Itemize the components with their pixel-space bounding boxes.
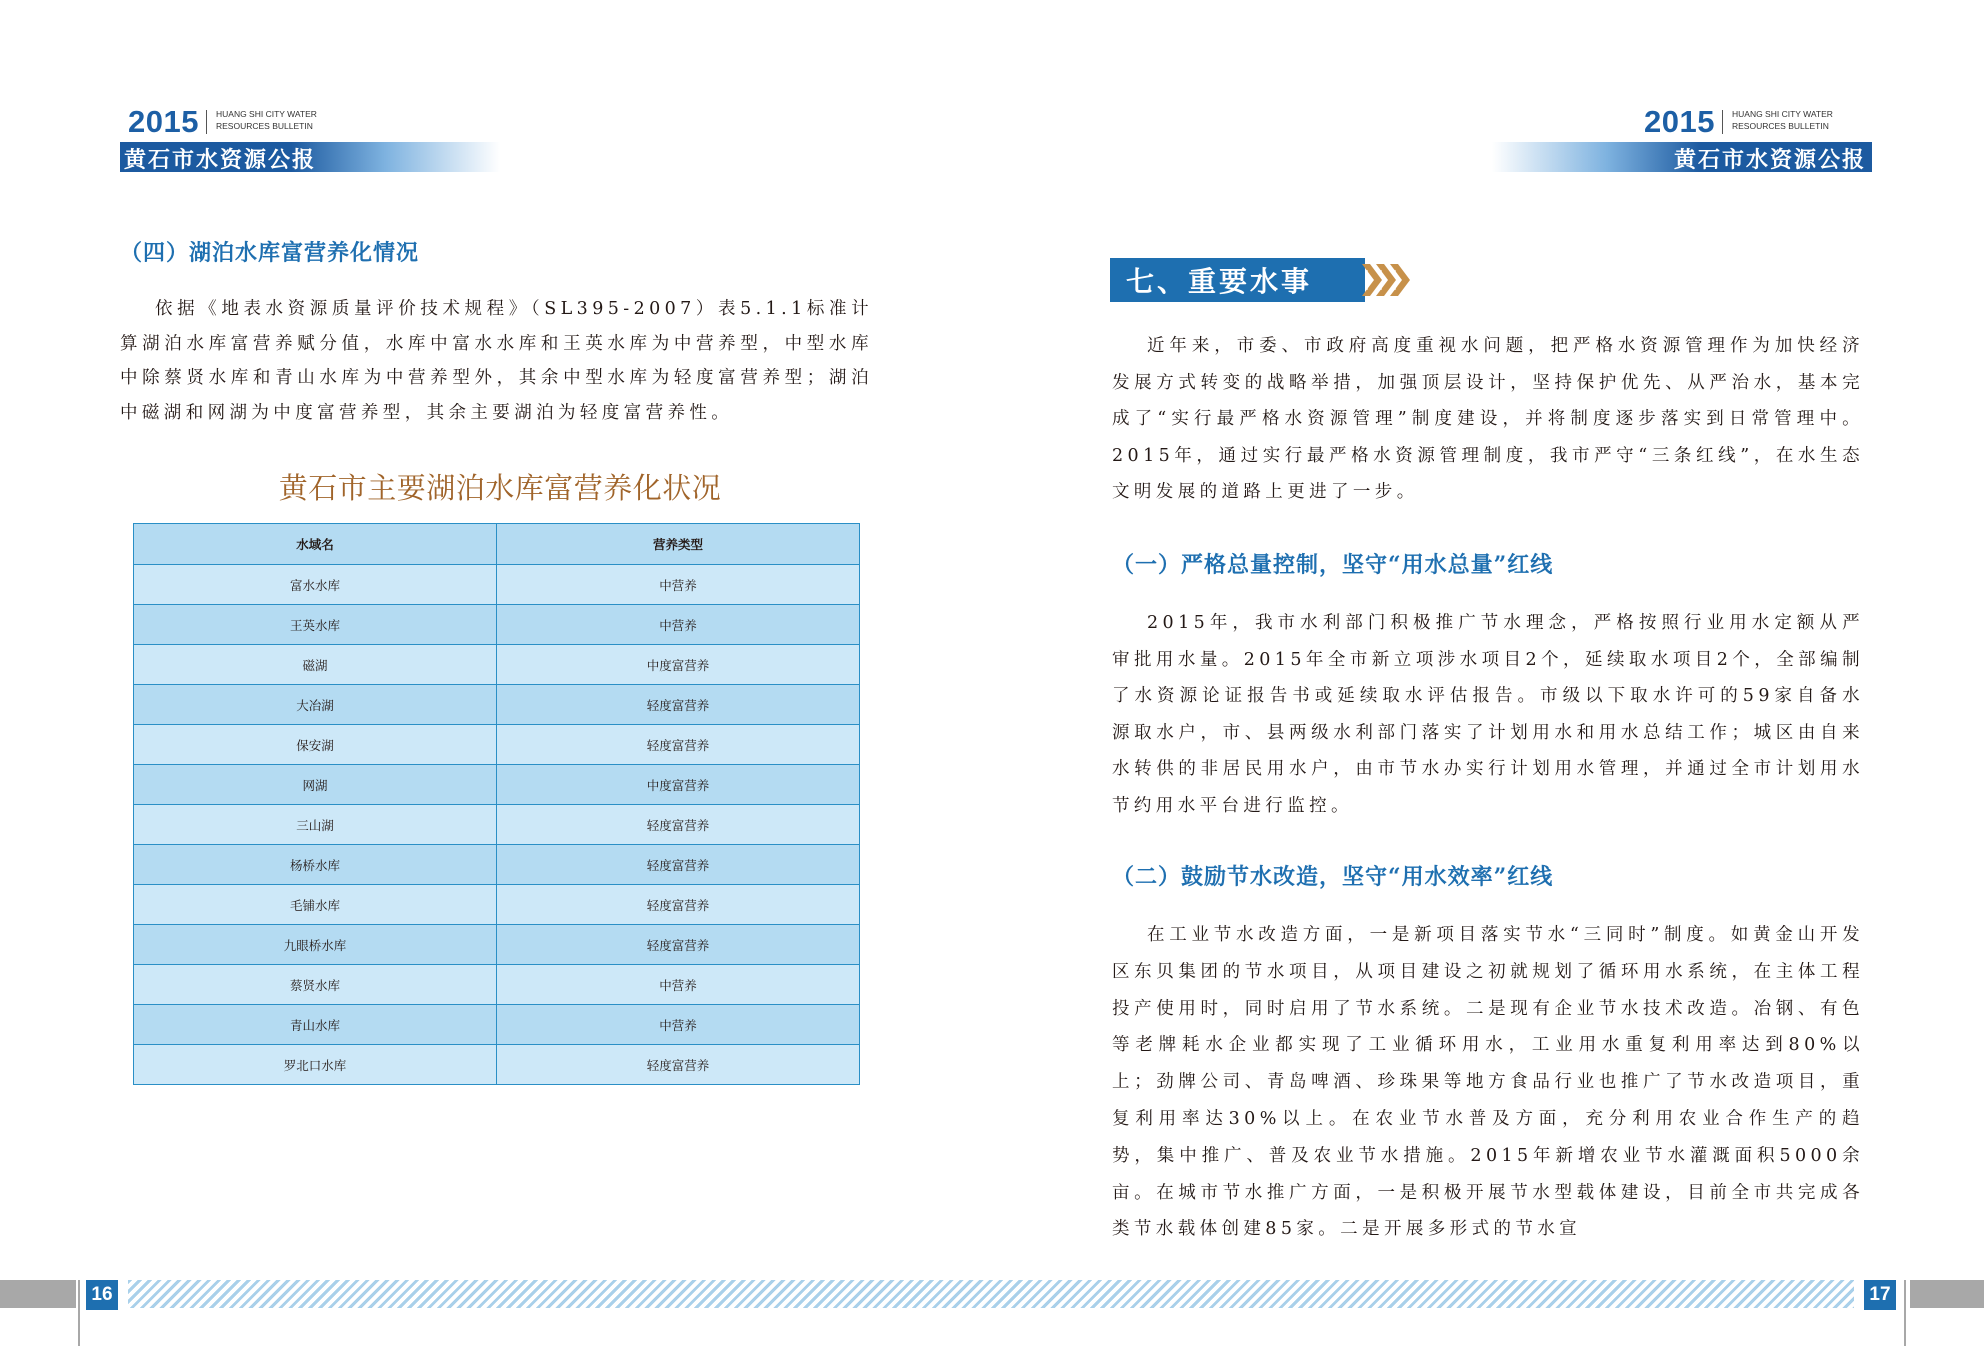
cell-water-body: 蔡贤水库 xyxy=(134,965,497,1005)
cell-nutrient-type: 轻度富营养 xyxy=(497,845,860,885)
table-row xyxy=(134,565,860,605)
cell-nutrient-type: 轻度富营养 xyxy=(497,685,860,725)
section-title: 七、重要水事 xyxy=(1126,265,1313,298)
table-title: 黄石市主要湖泊水库富营养化状况 xyxy=(278,471,722,505)
total-control-paragraph xyxy=(1112,605,1864,825)
footer-stripe xyxy=(128,1280,1854,1308)
total-control-text: 2015年，我市水利部门积极推广节水理念，严格按照行业用水定额从严审批用水量。2015年全市新立项涉水项目2个，延续取水项目2个，全部编制了水资源论证报告书或延续取水评估报告。市级以下取水许可的59家自备水源取水户，市、县两级水利部门落实了计划用水和用水总结工作；城区由自来水转供的非居民用水户，由市节水办实行计划用水管理，并通过全市计划用水节约用水平台进行监控。 xyxy=(1112,613,1864,816)
table-row xyxy=(134,645,860,685)
cell-water-body: 网湖 xyxy=(134,765,497,805)
cell-water-body: 青山水库 xyxy=(134,1005,497,1045)
header-en-line1: HUANG SHI CITY WATER xyxy=(216,109,317,119)
footer-grey-block-right xyxy=(1910,1280,1984,1308)
header-en-line2: RESOURCES BULLETIN xyxy=(216,121,313,131)
cell-water-body: 磁湖 xyxy=(134,645,497,685)
eutrophication-paragraph xyxy=(120,292,873,430)
header-english-title xyxy=(1732,108,1833,132)
eutrophication-text: 依据《地表水资源质量评价技术规程》（SL395-2007）表5.1.1标准计算湖泊水库富营养赋分值，水库中富水水库和王英水库为中营养型，中型水库中除蔡贤水库和青山水库为中营养型外，其余中型水库为轻度富营养型；湖泊中磁湖和网湖为中度富营养型，其余主要湖泊为轻度富营养性。 xyxy=(120,299,873,423)
table-row xyxy=(134,725,860,765)
table-header-row xyxy=(134,524,860,565)
table-row xyxy=(134,1005,860,1045)
header-divider xyxy=(206,110,207,134)
table-row xyxy=(134,965,860,1005)
cell-water-body: 毛铺水库 xyxy=(134,885,497,925)
table-row xyxy=(134,845,860,885)
cell-nutrient-type: 中度富营养 xyxy=(497,765,860,805)
cell-water-body: 大冶湖 xyxy=(134,685,497,725)
column-header-water-body: 水域名 xyxy=(134,524,497,565)
header-title-bar xyxy=(120,142,500,172)
table-row xyxy=(134,925,860,965)
cell-nutrient-type: 中营养 xyxy=(497,1005,860,1045)
column-header-nutrient-type: 营养类型 xyxy=(497,524,860,565)
header-year: 2015 xyxy=(128,104,199,139)
page-number-right: 17 xyxy=(1864,1280,1896,1310)
efficiency-text: 在工业节水改造方面，一是新项目落实节水“三同时”制度。如黄金山开发区东贝集团的节水项目，从项目建设之初就规划了循环用水系统，在主体工程投产使用时，同时启用了节水系统。二是现有企业节水技术改造。冶钢、有色等老牌耗水企业都实现了工业循环用水，工业用水重复利用率达到80%以上；劲牌公司、青岛啤酒、珍珠果等地方食品行业也推广了节水改造项目，重复利用率达30%以上。在农业节水普及方面，充分利用农业合作生产的趋势，集中推广、普及农业节水措施。2015年新增农业节水灌溉面积5000余亩。在城市节水推广方面，一是积极开展节水型载体建设，目前全市共完成各类节水载体创建85家。二是开展多形式的节水宣 xyxy=(1112,925,1864,1240)
section-title-banner xyxy=(1110,258,1365,302)
cell-water-body: 罗北口水库 xyxy=(134,1045,497,1085)
footer-grey-block-left xyxy=(0,1280,76,1308)
cell-nutrient-type: 中营养 xyxy=(497,565,860,605)
efficiency-paragraph xyxy=(1112,917,1864,1248)
cell-water-body: 保安湖 xyxy=(134,725,497,765)
header-title: 黄石市水资源公报 xyxy=(1673,148,1866,173)
cell-nutrient-type: 中营养 xyxy=(497,605,860,645)
header-year: 2015 xyxy=(1644,104,1715,139)
page-number-left: 16 xyxy=(86,1280,118,1310)
header-title: 黄石市水资源公报 xyxy=(124,148,317,173)
subsection-heading-total-control: （一）严格总量控制，坚守“用水总量”红线 xyxy=(1112,552,1554,578)
header-english-title xyxy=(216,108,317,132)
cell-water-body: 富水水库 xyxy=(134,565,497,605)
section-heading-eutrophication: （四）湖泊水库富营养化情况 xyxy=(120,240,420,266)
subsection-heading-efficiency: （二）鼓励节水改造，坚守“用水效率”红线 xyxy=(1112,864,1554,890)
cell-nutrient-type: 轻度富营养 xyxy=(497,725,860,765)
intro-paragraph xyxy=(1112,328,1864,511)
cell-nutrient-type: 轻度富营养 xyxy=(497,1045,860,1085)
table-row xyxy=(134,605,860,645)
cell-water-body: 九眼桥水库 xyxy=(134,925,497,965)
cell-nutrient-type: 中度富营养 xyxy=(497,645,860,685)
cell-water-body: 王英水库 xyxy=(134,605,497,645)
chevron-arrows-icon xyxy=(1362,258,1412,302)
cell-nutrient-type: 轻度富营养 xyxy=(497,805,860,845)
header-left xyxy=(120,102,500,174)
cell-water-body: 杨桥水库 xyxy=(134,845,497,885)
table-row xyxy=(134,1045,860,1085)
table-row xyxy=(134,685,860,725)
header-divider xyxy=(1722,110,1723,134)
eutrophication-table xyxy=(133,523,860,1085)
cell-nutrient-type: 轻度富营养 xyxy=(497,925,860,965)
cell-water-body: 三山湖 xyxy=(134,805,497,845)
cell-nutrient-type: 轻度富营养 xyxy=(497,885,860,925)
header-title-bar xyxy=(1492,142,1872,172)
cell-nutrient-type: 中营养 xyxy=(497,965,860,1005)
table-row xyxy=(134,805,860,845)
header-right xyxy=(1492,102,1872,174)
intro-text: 近年来，市委、市政府高度重视水问题，把严格水资源管理作为加快经济发展方式转变的战略举措，加强顶层设计，坚持保护优先、从严治水，基本完成了“实行最严格水资源管理”制度建设，并将制度逐步落实到日常管理中。2015年，通过实行最严格水资源管理制度，我市严守“三条红线”，在水生态文明发展的道路上更进了一步。 xyxy=(1112,336,1864,502)
footer-divider-left xyxy=(78,1280,80,1346)
footer-divider-right xyxy=(1904,1280,1906,1346)
table-row xyxy=(134,765,860,805)
header-en-line2: RESOURCES BULLETIN xyxy=(1732,121,1829,131)
header-en-line1: HUANG SHI CITY WATER xyxy=(1732,109,1833,119)
table-row xyxy=(134,885,860,925)
